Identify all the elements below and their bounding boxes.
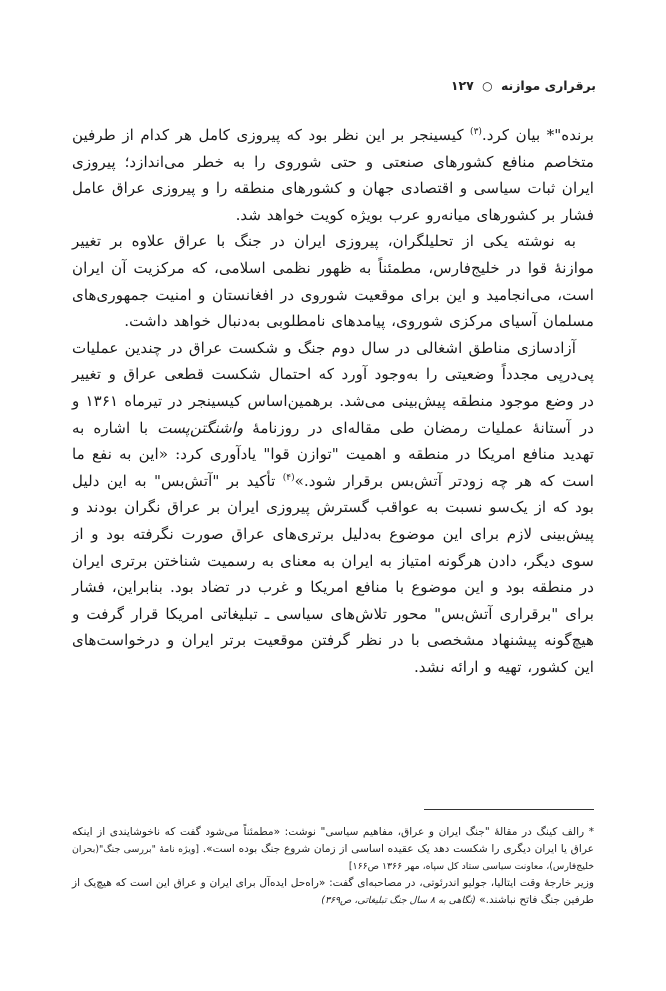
footnote-2-text: وزیر خارجهٔ وقت ایتالیا، جولیو اندرئوتی، در مصاحبه‌ای گفت: «راه‌حل ایده‌آل برای ایران و عراق این است که هیچ‌یک از طرفین جنگ فاتح نباشند.» — [72, 877, 594, 906]
text-run: برنده"* — [546, 126, 594, 144]
text-run: بیان کرد. — [481, 126, 547, 144]
header-separator: ○ — [482, 79, 493, 93]
header-title: برقراری موازنه — [500, 78, 596, 93]
footnote-1-text: * رالف کینگ در مقالهٔ "جنگ ایران و عراق، مفاهیم سیاسی" نوشت: «مطمئناً می‌شود گفت که ناخوشایندی از اینکه عراق یا ایران دیگری را شکست دهد یک عقیده اساسی از زمان شروع جنگ بوده است». — [72, 826, 595, 855]
italic-term: واشنگتن‌پست — [157, 418, 244, 437]
text-run: کیسینجر بر این نظر بود که پیروزی کامل هر کدام از طرفین متخاصم منافع کشورهای صنعتی و حتی شوروی را به خطر می‌اندازد؛ پیروزی ایران ثبات سیاسی و اقتصادی جهان و کشورهای منطقه را و پیروزی عراق عامل فشار بر کشورهای میانه‌رو عرب بویژه کویت خواهد شد. — [72, 126, 594, 224]
body-text — [72, 122, 594, 680]
paragraph-p1 — [72, 122, 594, 228]
footnote — [72, 824, 594, 909]
text-run: تأکید بر "آتش‌بس" به این دلیل بود که از یک‌سو نسبت به عواقب گسترش پیروزی ایران بر عراق نگران بودند و پیش‌بینی لازم برای این موضوع به‌دلیل برتری‌های عراق صورت نگرفته بود و از سوی دیگر، دادن هرگونه امتیاز به ایران به معنای به رسمیت شناختن برتری ایران در منطقه بود و این موضوع با منافع امریکا و غرب در تضاد بود. بنابراین، فشار برای "برقراری آتش‌بس" محور تلاش‌های سیاسی ـ تبلیغاتی امریکا قرار گرفت و هیچ‌گونه پیشنهاد مشخصی با در نظر گرفتن موقعیت برتر ایران و درخواست‌های این کشور، تهیه و ارائه نشد. — [72, 471, 594, 676]
footnote-divider — [424, 809, 594, 810]
footnote-1-source: [ویژه نامهٔ "بررسی جنگ"(بحران خلیج‌فارس)، معاونت سیاسی ستاد کل سپاه، مهر ۱۳۶۶ ص۱۶۶] — [72, 844, 594, 872]
footnote-1 — [72, 824, 594, 875]
footnote-2 — [72, 875, 594, 909]
text-run: با اشاره به تهدید منافع امریکا در منطقه و اهمیت "توازن قوا" یادآوری کرد: «این به نفع ما است که هر چه زودتر آتش‌بس برقرار شود.» — [72, 418, 595, 490]
citation-marker: (۴) — [282, 472, 295, 483]
citation-marker: (۳) — [470, 126, 482, 137]
paragraph-p2 — [72, 228, 594, 334]
paragraph-p3 — [72, 335, 594, 681]
footnote-2-source: (نگاهی به ۸ سال جنگ تبلیغاتی، ص۳۶۹) — [321, 895, 476, 906]
text-run: به نوشته یکی از تحلیلگران، پیروزی ایران در جنگ با عراق علاوه بر تغییر موازنهٔ قوا در خلیج‌فارس، مطمئناً به ظهور نظمی اسلامی، که مرکزیت آن ایران است، می‌انجامید و این برای موقعیت شوروی در افغانستان و امنیت جمهوری‌های مسلمان آسیای مرکزی شوروی، پیامدهای نامطلوبی به‌دنبال خواهد داشت. — [72, 232, 594, 331]
page-number: ۱۲۷ — [450, 78, 474, 93]
running-header — [70, 78, 596, 93]
text-run: آزادسازی مناطق اشغالی در سال دوم جنگ و شکست عراق در چندین عملیات پی‌درپی مجدداً وضعیتی را به‌وجود آورد که احتمال شکست قطعی عراق و تغییر در وضع موجود منطقه پیش‌بینی می‌شد. برهمین‌اساس کیسینجر در تیرماه ۱۳۶۱ و در آستانهٔ عملیات رمضان طی مقاله‌ای در روزنامهٔ — [72, 338, 595, 437]
